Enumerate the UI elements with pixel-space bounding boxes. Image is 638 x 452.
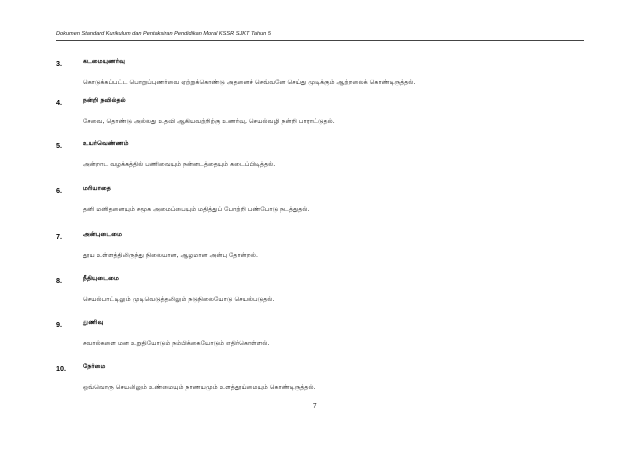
item-title: அன்புடைமை [83,231,123,238]
item-description: அன்றாட வழக்கத்தில் பணிவையும் நன்னடத்தையும் கடைப்பிடித்தல். [83,161,276,168]
item-number: 8. [56,276,62,285]
item-description: தனி மனிதனையும் சமூக அமைப்பையும் மதித்துப் போற்றி பண்போடு நடத்துதல். [83,206,310,213]
item-description: சவால்களை மன உறுதியோடும் நம்பிக்கையோடும் எதிர்கொள்ளல். [83,340,270,347]
item-title: உயர்வெண்ணம் [83,140,129,147]
item-description: ஒவ்வொரு செயலிலும் உண்மையும் நாணயமும் உளத்தூய்மையும் கொண்டிருத்தல். [83,384,316,391]
item-title: நன்றி நவில்தல் [83,97,126,104]
item-number: 3. [56,59,62,68]
header-divider [56,40,584,41]
item-title: நேர்மை [83,363,106,370]
item-description: கொடுக்கப்பட்ட பொறுப்புணர்வை ஏற்றுக்கொண்டு அதனைச் செவ்வனே செய்து முடிக்கும் ஆற்றலைக் கொண்டிருத்தல். [83,79,416,86]
item-number: 6. [56,186,62,195]
item-title: நீதியுடைமை [83,275,119,282]
document-header: Dokumen Standard Kurikulum dan Pentaksiran Pendidikan Moral KSSR SJKT Tahun 5 [56,31,271,37]
item-description: சேவை, தொண்டு அல்லது உதவி ஆகியவற்றிற்கு உணர்வு, செயல்வழி நன்றி பாராட்டுதல். [83,118,335,125]
page-number: 7 [313,402,317,410]
item-description: தூய உள்ளத்திலிருந்து நிலையான, ஆழமான அன்பு தோன்றல். [83,252,258,259]
item-title: துணிவு [83,319,104,326]
item-number: 7. [56,232,62,241]
item-number: 10. [56,364,66,373]
item-description: செயல்பாட்டிலும் முடிவெடுத்தலிலும் நடுநிலையோடு செயல்படுதல். [83,296,275,303]
item-title: கடமையுணர்வு [83,58,126,65]
item-number: 9. [56,320,62,329]
item-number: 4. [56,98,62,107]
item-title: மரியாதை [83,185,111,192]
item-number: 5. [56,141,62,150]
